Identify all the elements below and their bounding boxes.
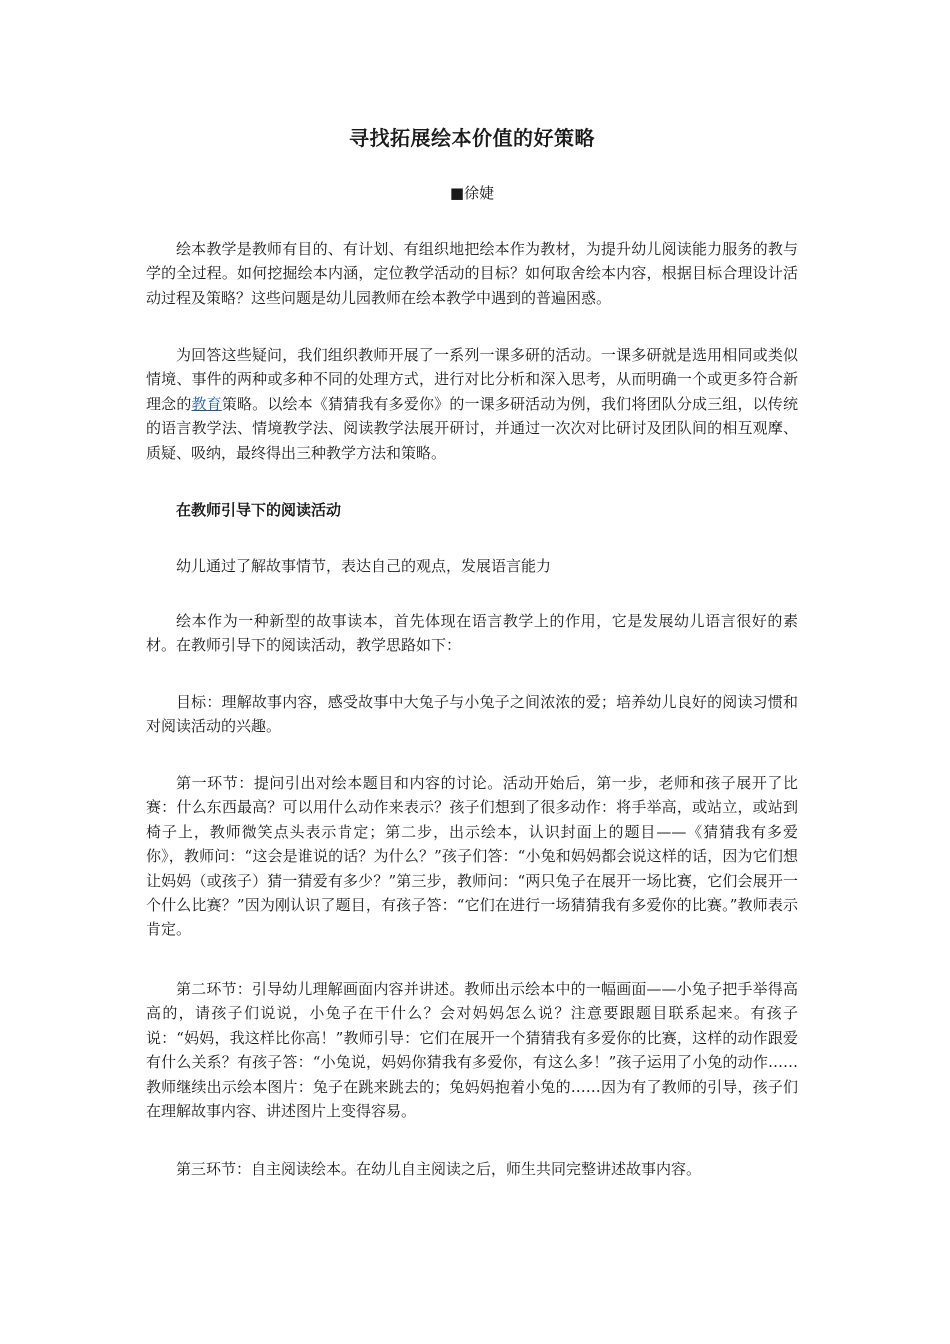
paragraph-step-two: 第二环节：引导幼儿理解画面内容并讲述。教师出示绘本中的一幅画面——小兔子把手举得高高的，请孩子们说说，小兔子在干什么？会对妈妈怎么说？注意要跟题目联系起来。有孩子说：“妈妈，我这样比你高！”教师引导：它们在展开一个猜猜我有多爱你的比赛，这样的动作跟爱有什么关系？有孩子答：“小兔说，妈妈你猜我有多爱你，有这么多！”孩子运用了小兔的动作……教师继续出示绘本图片：兔子在跳来跳去的；兔妈妈抱着小兔的……因为有了教师的引导，孩子们在理解故事内容、讲述图片上变得容易。 [146,980,798,1121]
paragraph-intro: 绘本教学是教师有目的、有计划、有组织地把绘本作为教材，为提升幼儿阅读能力服务的教与学的全过程。如何挖掘绘本内涵，定位教学活动的目标？如何取舍绘本内容，根据目标合理设计活动过程及策略？这些问题是幼儿园教师在绘本教学中遇到的普遍困惑。 [146,240,798,307]
paragraph-method-text-after: 策略。以绘本《猜猜我有多爱你》的一课多研活动为例，我们将团队分成三组，以传统的语言教学法、情境教学法、阅读教学法展开研讨，并通过一次次对比研讨及团队间的相互观摩、质疑、吸纳，最终得出三种教学方法和策略。 [146,394,798,462]
education-link[interactable]: 教育 [191,394,222,413]
paragraph-goal: 目标：理解故事内容，感受故事中大兔子与小兔子之间浓浓的爱；培养幼儿良好的阅读习惯和对阅读活动的兴趣。 [146,693,798,736]
paragraph-method-text-before: 为回答这些疑问，我们组织教师开展了一系列一课多研的活动。一课多研就是选用相同或类似情境、事件的两种或多种不同的处理方式，进行对比分析和深入思考，从而明确一个或更多符合新理念的 [146,346,798,413]
article-author: ■徐婕 [449,184,495,202]
section-heading: 在教师引导下的阅读活动 [176,501,342,519]
paragraph-step-three: 第三环节：自主阅读绘本。在幼儿自主阅读之后，师生共同完整讲述故事内容。 [176,1160,702,1178]
article-title: 寻找拓展绘本价值的好策略 [349,126,595,150]
paragraph-picturebook: 绘本作为一种新型的故事读本，首先体现在语言教学上的作用，它是发展幼儿语言很好的素材。在教师引导下的阅读活动，教学思路如下： [146,612,798,655]
paragraph-subtitle: 幼儿通过了解故事情节，表达自己的观点，发展语言能力 [176,557,552,575]
paragraph-method [146,343,798,465]
paragraph-step-one: 第一环节：提问引出对绘本题目和内容的讨论。活动开始后，第一步，老师和孩子展开了比赛：什么东西最高？可以用什么动作来表示？孩子们想到了很多动作：将手举高，或站立，或站到椅子上，教师微笑点头表示肯定；第二步，出示绘本，认识封面上的题目——《猜猜我有多爱你》，教师问：“这会是谁说的话？为什么？”孩子们答：“小兔和妈妈都会说这样的话，因为它们想让妈妈（或孩子）猜一猜爱有多少？”第三步，教师问：“两只兔子在展开一场比赛，它们会展开一个什么比赛？”因为刚认识了题目，有孩子答：“它们在进行一场猜猜我有多爱你的比赛。”教师表示肯定。 [146,774,798,939]
